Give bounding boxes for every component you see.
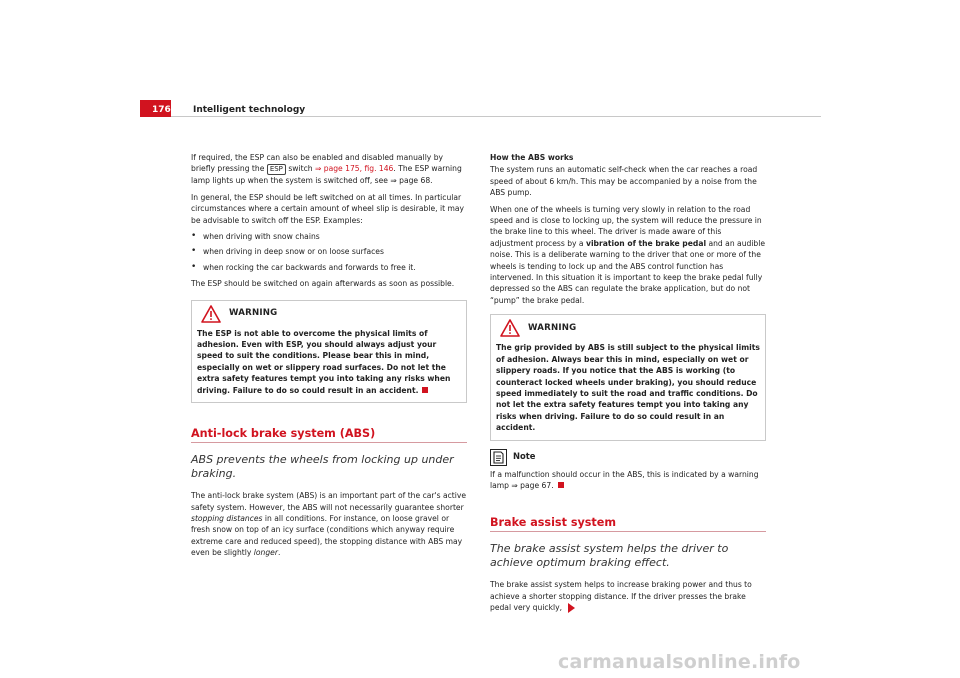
right-column [490, 152, 766, 619]
end-square-icon [558, 482, 564, 488]
how-abs-works-heading: How the ABS works [490, 153, 574, 162]
brake-assist-section-subtitle: The brake assist system helps the driver to achieve optimum braking effect. [490, 542, 729, 570]
esp-reenable-paragraph: The ESP should be switched on again afterwards as soon as possible. [191, 279, 455, 289]
chapter-title: Intelligent technology [193, 105, 306, 115]
note-body: If a malfunction should occur in the ABS, this is indicated by a warning lamp ⇒ page 67. [490, 469, 759, 490]
esp-manual-paragraph: If required, the ESP can also be enabled and disabled manually by briefly pressing the ESP switch ⇒ page 175, fig. 146. The ESP warning lamp lights up when the system is switched off, see ⇒ page 68. [191, 153, 462, 186]
abs-selfcheck-paragraph: The system runs an automatic self-check when the car reaches a road speed of about 6 km/h. This may be accompanied by a noise from the ABS pump. [490, 165, 758, 198]
warning-body: The ESP is not able to overcome the physical limits of adhesion. Even with ESP, you should always adjust your speed to suit the conditions. Please bear this in mind, especially on wet or slippery road surfaces. Do not let the extra safety features tempt you into taking any risks when driving. Failure to do so could result in an accident. [197, 328, 451, 395]
brake-assist-paragraph: The brake assist system helps to increase braking power and thus to achieve a shorter stopping distance. If the driver presses the brake pedal very quickly, [490, 580, 752, 613]
list-item: • when rocking the car backwards and forwards to free it. [191, 261, 416, 272]
warning-triangle-icon [500, 319, 520, 337]
list-item: • when driving with snow chains [191, 231, 320, 242]
esp-warning-box [191, 300, 467, 403]
abs-intro-paragraph: The anti-lock brake system (ABS) is an important part of the car's active safety system. However, the ABS will not necessarily guarantee shorter stopping distances in all conditions. For instance, on loose gravel or fresh snow on top of an icy surface (conditions which anyway require extreme care and reduced speed), the stopping distance with ABS may even be slightly longer. [191, 491, 467, 558]
bullet-icon: • [191, 231, 197, 242]
header-rule [171, 116, 821, 117]
bullet-icon: • [191, 246, 197, 257]
esp-key-label: ESP [267, 164, 286, 175]
page-175-link[interactable]: ⇒ page 175, fig. 146 [314, 164, 394, 174]
abs-section-title: Anti-lock brake system (ABS) [191, 427, 467, 443]
warning-triangle-icon [201, 305, 221, 323]
left-column [191, 152, 467, 564]
warning-body: The grip provided by ABS is still subject to the physical limits of adhesion. Always bear this in mind, especially on wet or slippery roads. If you notice that the ABS is working (to counteract locked wheels under braking), you should reduce speed immediately to suit the road and traffic conditions. Do not let the extra safety features tempt you into taking any risks when driving. Failure to do so could result in an accident. [496, 343, 760, 433]
note-header [490, 449, 766, 466]
note-title: Note [513, 451, 536, 462]
brake-assist-section-title: Brake assist system [490, 516, 766, 532]
watermark: carmanualsonline.info [558, 651, 801, 673]
page-number: 176 [152, 105, 171, 115]
list-item: • when driving in deep snow or on loose surfaces [191, 246, 384, 257]
bullet-icon: • [191, 261, 197, 272]
abs-section-subtitle: ABS prevents the wheels from locking up under braking. [191, 453, 454, 481]
note-paper-icon [490, 449, 507, 466]
abs-operation-paragraph: When one of the wheels is turning very slowly in relation to the road speed and is close to locking up, the system will reduce the pressure in the brake line to this wheel. The driver is made aware of this adjustment process by a vibration of the brake pedal and an audible noise. This is a deliberate warning to the driver that one or more of the wheels is tending to lock up and the ABS control function has intervened. In this situation it is important to keep the brake pedal fully depressed so the ABS can regulate the brake application, but do not “pump” the brake pedal. [490, 204, 766, 305]
continue-arrow-icon[interactable] [568, 603, 575, 613]
esp-general-paragraph: In general, the ESP should be left switched on at all times. In particular circumstances where a certain amount of wheel slip is desirable, it may be advisable to switch off the ESP. Examples: [191, 192, 465, 225]
abs-warning-box [490, 314, 766, 440]
examples-list [191, 231, 467, 273]
warning-title: WARNING [528, 322, 577, 333]
end-square-icon [422, 387, 428, 393]
warning-title: WARNING [229, 307, 278, 318]
warning-header [500, 319, 761, 337]
warning-header [201, 305, 462, 323]
